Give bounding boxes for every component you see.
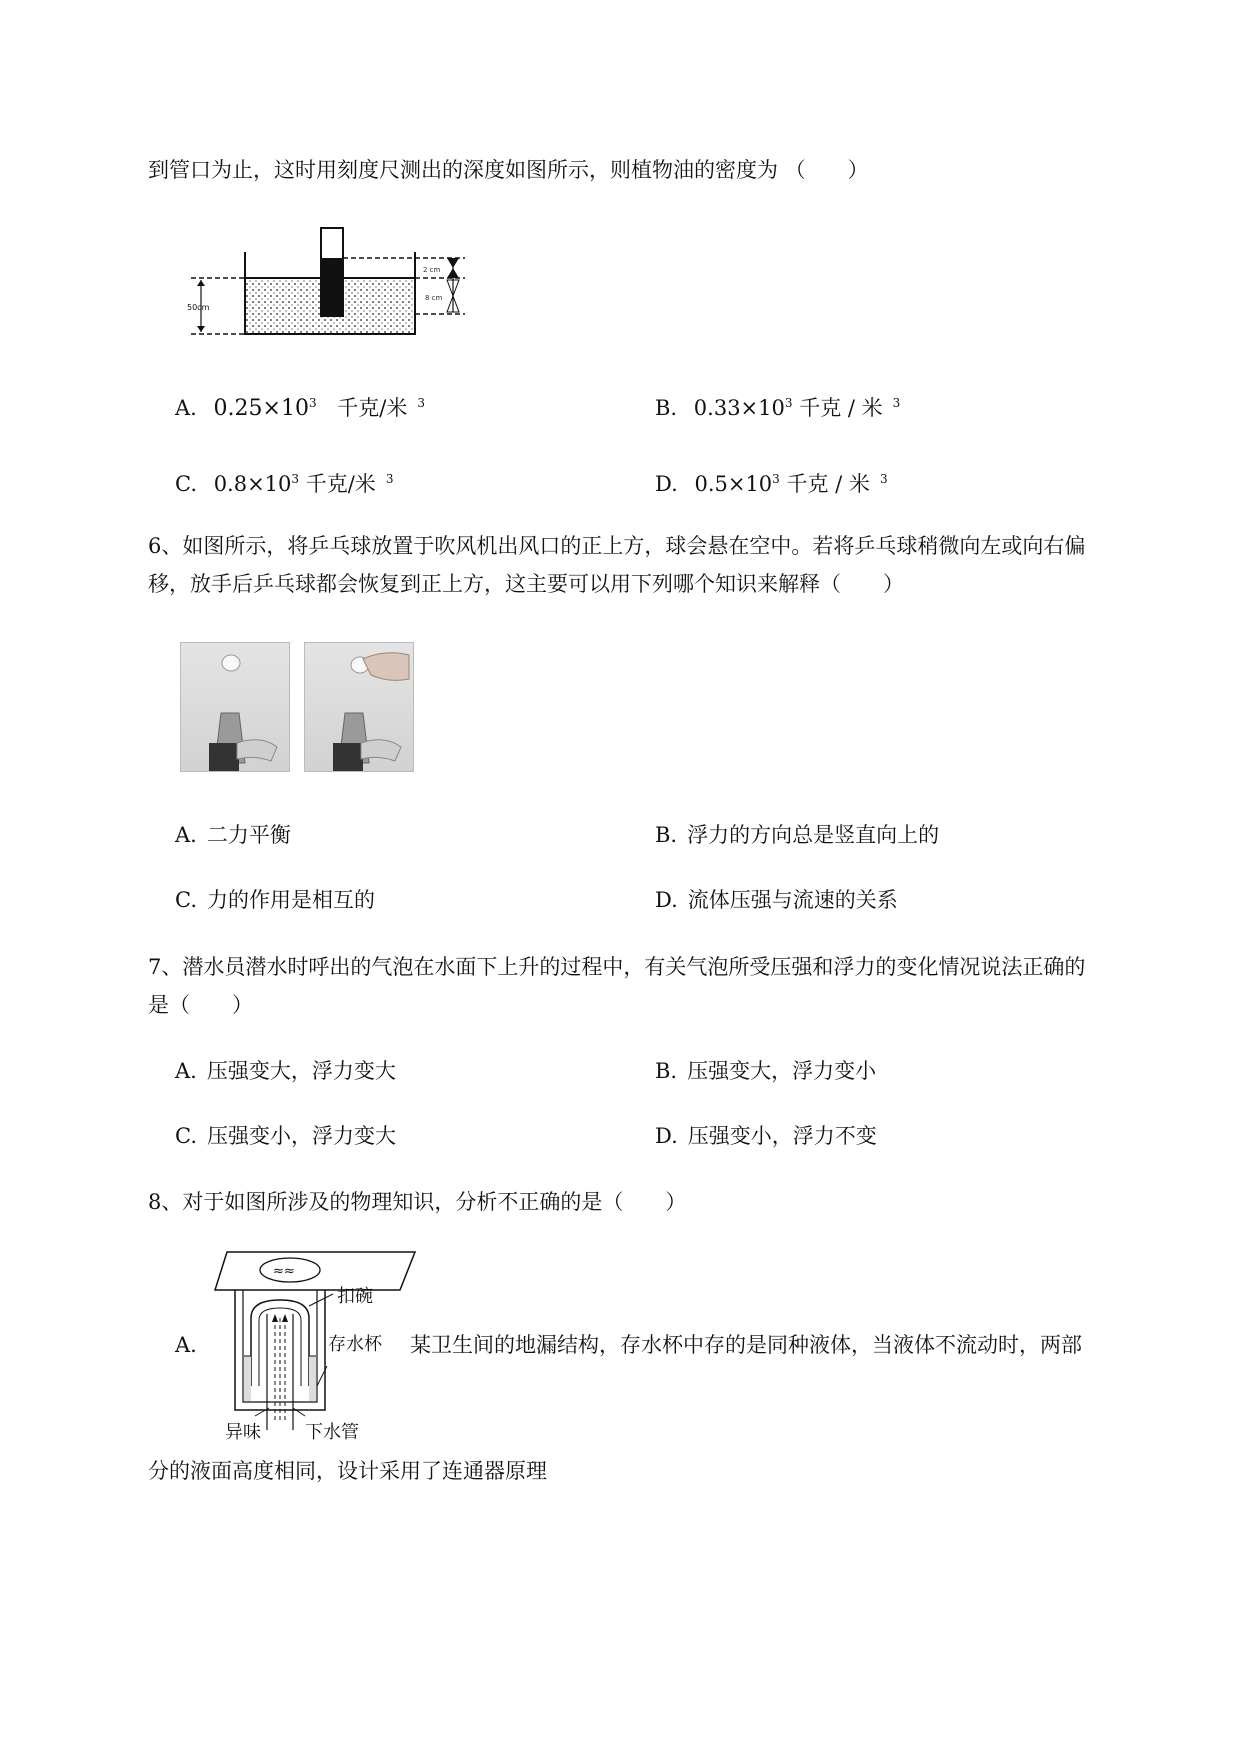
label-cover-bowl: 扣碗 [337,1286,373,1307]
floor-drain-figure [205,1248,425,1430]
q7-option-c[interactable] [175,1121,396,1151]
option-label: B. [655,396,678,420]
q6-stem-line2: 移，放手后乒乓球都会恢复到正上方，这主要可以用下列哪个知识来解释（ ） [148,572,904,596]
option-label: D. [655,888,678,912]
exponent: 3 [772,472,780,486]
q7-option-d[interactable] [655,1121,877,1151]
q6-option-a[interactable] [175,820,291,850]
option-text: 压强变大，浮力变小 [687,1059,877,1083]
option-label: B. [655,1059,678,1083]
q7-option-b[interactable] [655,1056,876,1086]
hairdryer-photo-right [304,642,414,772]
q8-stem: 8、对于如图所涉及的物理知识，分析不正确的是（ ） [148,1190,687,1214]
option-label: A. [175,1059,197,1083]
option-unit: 千克/米 [337,396,408,420]
unit-exponent: 3 [417,396,425,410]
depth-label: 50cm [187,303,210,312]
option-value: 0.33×10 [693,396,785,420]
oil-column [322,258,342,316]
q7-stem-line2: 是（ ） [148,993,253,1017]
option-text: 压强变大，浮力变大 [206,1059,396,1083]
top-label: 2 cm [423,266,441,274]
q6-option-c[interactable] [175,885,375,915]
unit-exponent: 3 [892,396,901,410]
option-label: D. [655,1124,678,1148]
unit-exponent: 3 [879,472,888,486]
option-unit: 千克 / 米 [786,472,870,496]
q8-option-a-label[interactable]: A. [175,1333,197,1357]
option-text: 压强变小，浮力变大 [207,1124,396,1148]
q5-option-d[interactable] [655,464,888,499]
option-label: B. [655,823,678,847]
option-label: C. [175,472,197,496]
q7-stem-line1: 7、潜水员潜水时呼出的气泡在水面下上升的过程中，有关气泡所受压强和浮力的变化情况说法正确的 [148,955,1086,979]
option-label: A. [175,823,197,847]
exponent: 3 [784,396,793,410]
label-odor: 异味 [225,1422,261,1443]
exponent: 3 [291,472,300,486]
exponent: 3 [308,396,317,410]
ping-pong-ball [222,655,240,671]
option-value: 0.5×10 [694,472,773,496]
option-text: 力的作用是相互的 [207,888,375,912]
q5-option-b[interactable] [655,388,900,423]
hand [363,653,409,681]
q6-option-d[interactable] [655,885,898,915]
unit-exponent: 3 [385,472,394,486]
q5-option-c[interactable] [175,464,393,499]
q8-option-a-text-continued: 分的液面高度相同，设计采用了连通器原理 [148,1459,547,1483]
label-water-cup: 存水杯 [328,1334,382,1355]
svg-text:≈≈: ≈≈ [273,1264,295,1279]
option-label: C. [175,888,197,912]
q7-option-a[interactable] [175,1056,396,1086]
option-label: A. [175,396,197,420]
option-unit: 千克/米 [305,472,376,496]
hairdryer-photo-left [180,642,290,772]
q6-stem-line1: 6、如图所示，将乒乓球放置于吹风机出风口的正上方，球会悬在空中。若将乒乓球稍微向左或向右偏 [148,534,1086,558]
q5-stem-continued: 到管口为止，这时用刻度尺测出的深度如图所示，则植物油的密度为 （ ） [148,158,869,182]
mid-label: 8 cm [425,294,443,302]
label-drain-pipe: 下水管 [305,1422,359,1443]
option-label: C. [175,1124,197,1148]
option-text: 浮力的方向总是竖直向上的 [687,823,940,847]
option-text: 压强变小，浮力不变 [687,1124,877,1148]
q6-option-b[interactable] [655,820,939,850]
option-value: 0.25×10 [213,396,309,421]
q5-option-a[interactable] [175,388,425,424]
option-text: 流体压强与流速的关系 [687,888,898,912]
option-unit: 千克 / 米 [799,396,883,420]
q5-tank-figure [185,222,475,340]
option-value: 0.8×10 [213,472,292,496]
option-text: 二力平衡 [206,823,291,847]
q8-option-a-text: 某卫生间的地漏结构，存水杯中存的是同种液体，当液体不流动时，两部 [410,1333,1082,1357]
option-label: D. [655,472,678,496]
